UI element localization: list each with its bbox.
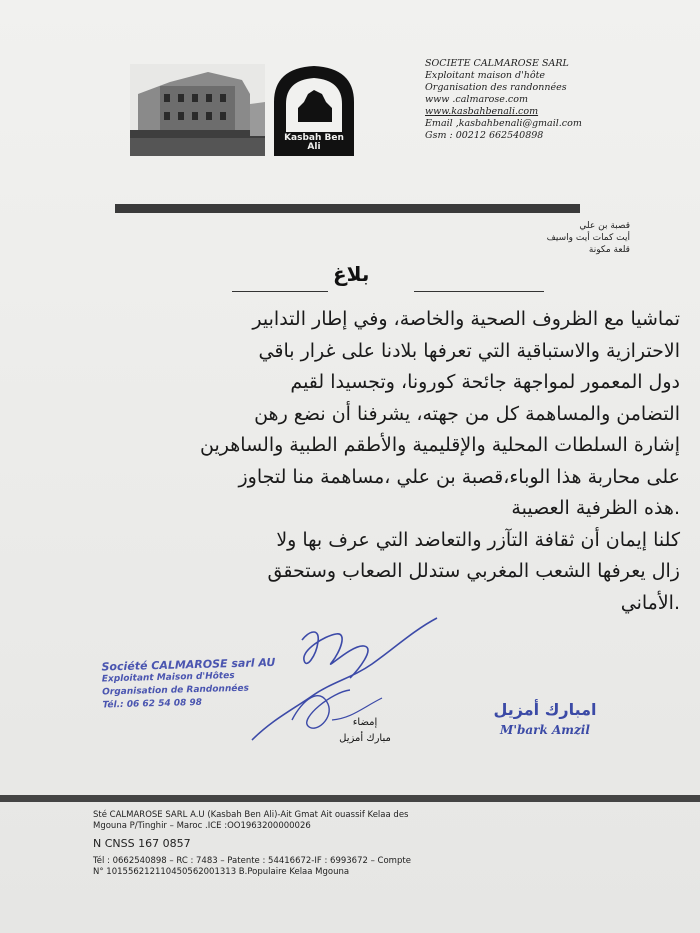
title-underline-right [414, 291, 544, 292]
footer [93, 810, 653, 878]
name-stamp [470, 700, 620, 737]
body-line: الاحترازية والاستباقية التي تعرفها بلادنا على غرار باقي [258, 339, 680, 362]
stamp-line: Société CALMAROSE sarl AU [101, 655, 276, 674]
company-website-2[interactable]: www.kasbahbenali.com [425, 106, 539, 117]
header-divider [115, 204, 580, 213]
signature-label-block [330, 715, 400, 747]
body-line: .الأماني [620, 591, 680, 614]
body-line: تماشيا مع الظروف الصحية والخاصة، وفي إطار التدابير [252, 308, 680, 330]
title-underline-left [232, 291, 328, 292]
stamp-line: Tél.: 06 62 54 08 98 [102, 697, 203, 711]
footer-cnss: N CNSS 167 0857 [93, 837, 191, 850]
footer-line: Mgouna P/Tinghir – Maroc .ICE :OO1963200000026 [93, 821, 311, 831]
body-line: دول المعمور لمواجهة جائحة كورونا، وتجسيدا لقيم [290, 371, 680, 393]
company-name: SOCIETE CALMAROSE SARL [425, 58, 569, 69]
name-stamp-latin: M'bark Amzil [500, 723, 590, 737]
company-info [425, 58, 675, 142]
arabic-address [547, 220, 630, 256]
body-line: التضامن والمساهمة كل من جهته، يشرفنا أن نضع رهن [254, 402, 680, 425]
kasbah-photo-logo [130, 64, 265, 156]
body-line: زال يعرفها الشعب المغربي ستدلل الصعاب وستحقق [267, 560, 680, 582]
company-phone: Gsm : 00212 662540898 [425, 130, 544, 141]
stamp-line: Exploitant Maison d'Hôtes [101, 671, 235, 685]
address-line: قلعة مكونة [588, 245, 630, 255]
footer-divider [0, 795, 700, 802]
stamp-line: Organisation de Randonnées [102, 683, 250, 698]
company-website-1[interactable]: www .calmarose.com [425, 94, 528, 105]
footer-line: N° 101556212110450562001313 B.Populaire Kelaa Mgouna [93, 867, 350, 877]
body-line: إشارة السلطات المحلية والإقليمية والأطقم الطبية والساهرين [200, 434, 680, 456]
footer-line: Tél : 0662540898 – RC : 7483 – Patente : 54416672-IF : 6993672 – Compte [93, 856, 411, 866]
company-email[interactable]: Email ,kasbahbenali@gmail.com [425, 118, 582, 129]
notice-title: بلاغ [333, 262, 370, 286]
kasbah-ben-ali-logo [268, 62, 360, 158]
company-activity-2: Organisation des randonnées [425, 82, 567, 93]
body-line: على محاربة هذا الوباء،قصبة بن علي ،مساهمة منا لتجاوز [238, 465, 680, 488]
footer-line: Sté CALMAROSE SARL A.U (Kasbah Ben Ali)-Ait Gmat Ait ouassif Kelaa des [93, 810, 409, 820]
signatory-name: مبارك أمزيل [339, 733, 391, 744]
notice-body [150, 304, 680, 619]
signature-label: إمضاء [352, 717, 378, 728]
body-line: .هذه الظرفية العصيبة [511, 497, 680, 519]
name-stamp-arabic: امبارك أمزيل [493, 700, 597, 719]
company-activity: Exploitant maison d'hôte [425, 70, 546, 81]
address-line: أيت كمات أيت واسيف [546, 233, 630, 243]
logo-text: Kasbah Ben Ali [284, 133, 344, 152]
address-line: قصبة بن علي [579, 221, 630, 231]
body-line: كلنا إيمان أن ثقافة التآزر والتعاضد التي عرف بها ولا [276, 528, 680, 551]
